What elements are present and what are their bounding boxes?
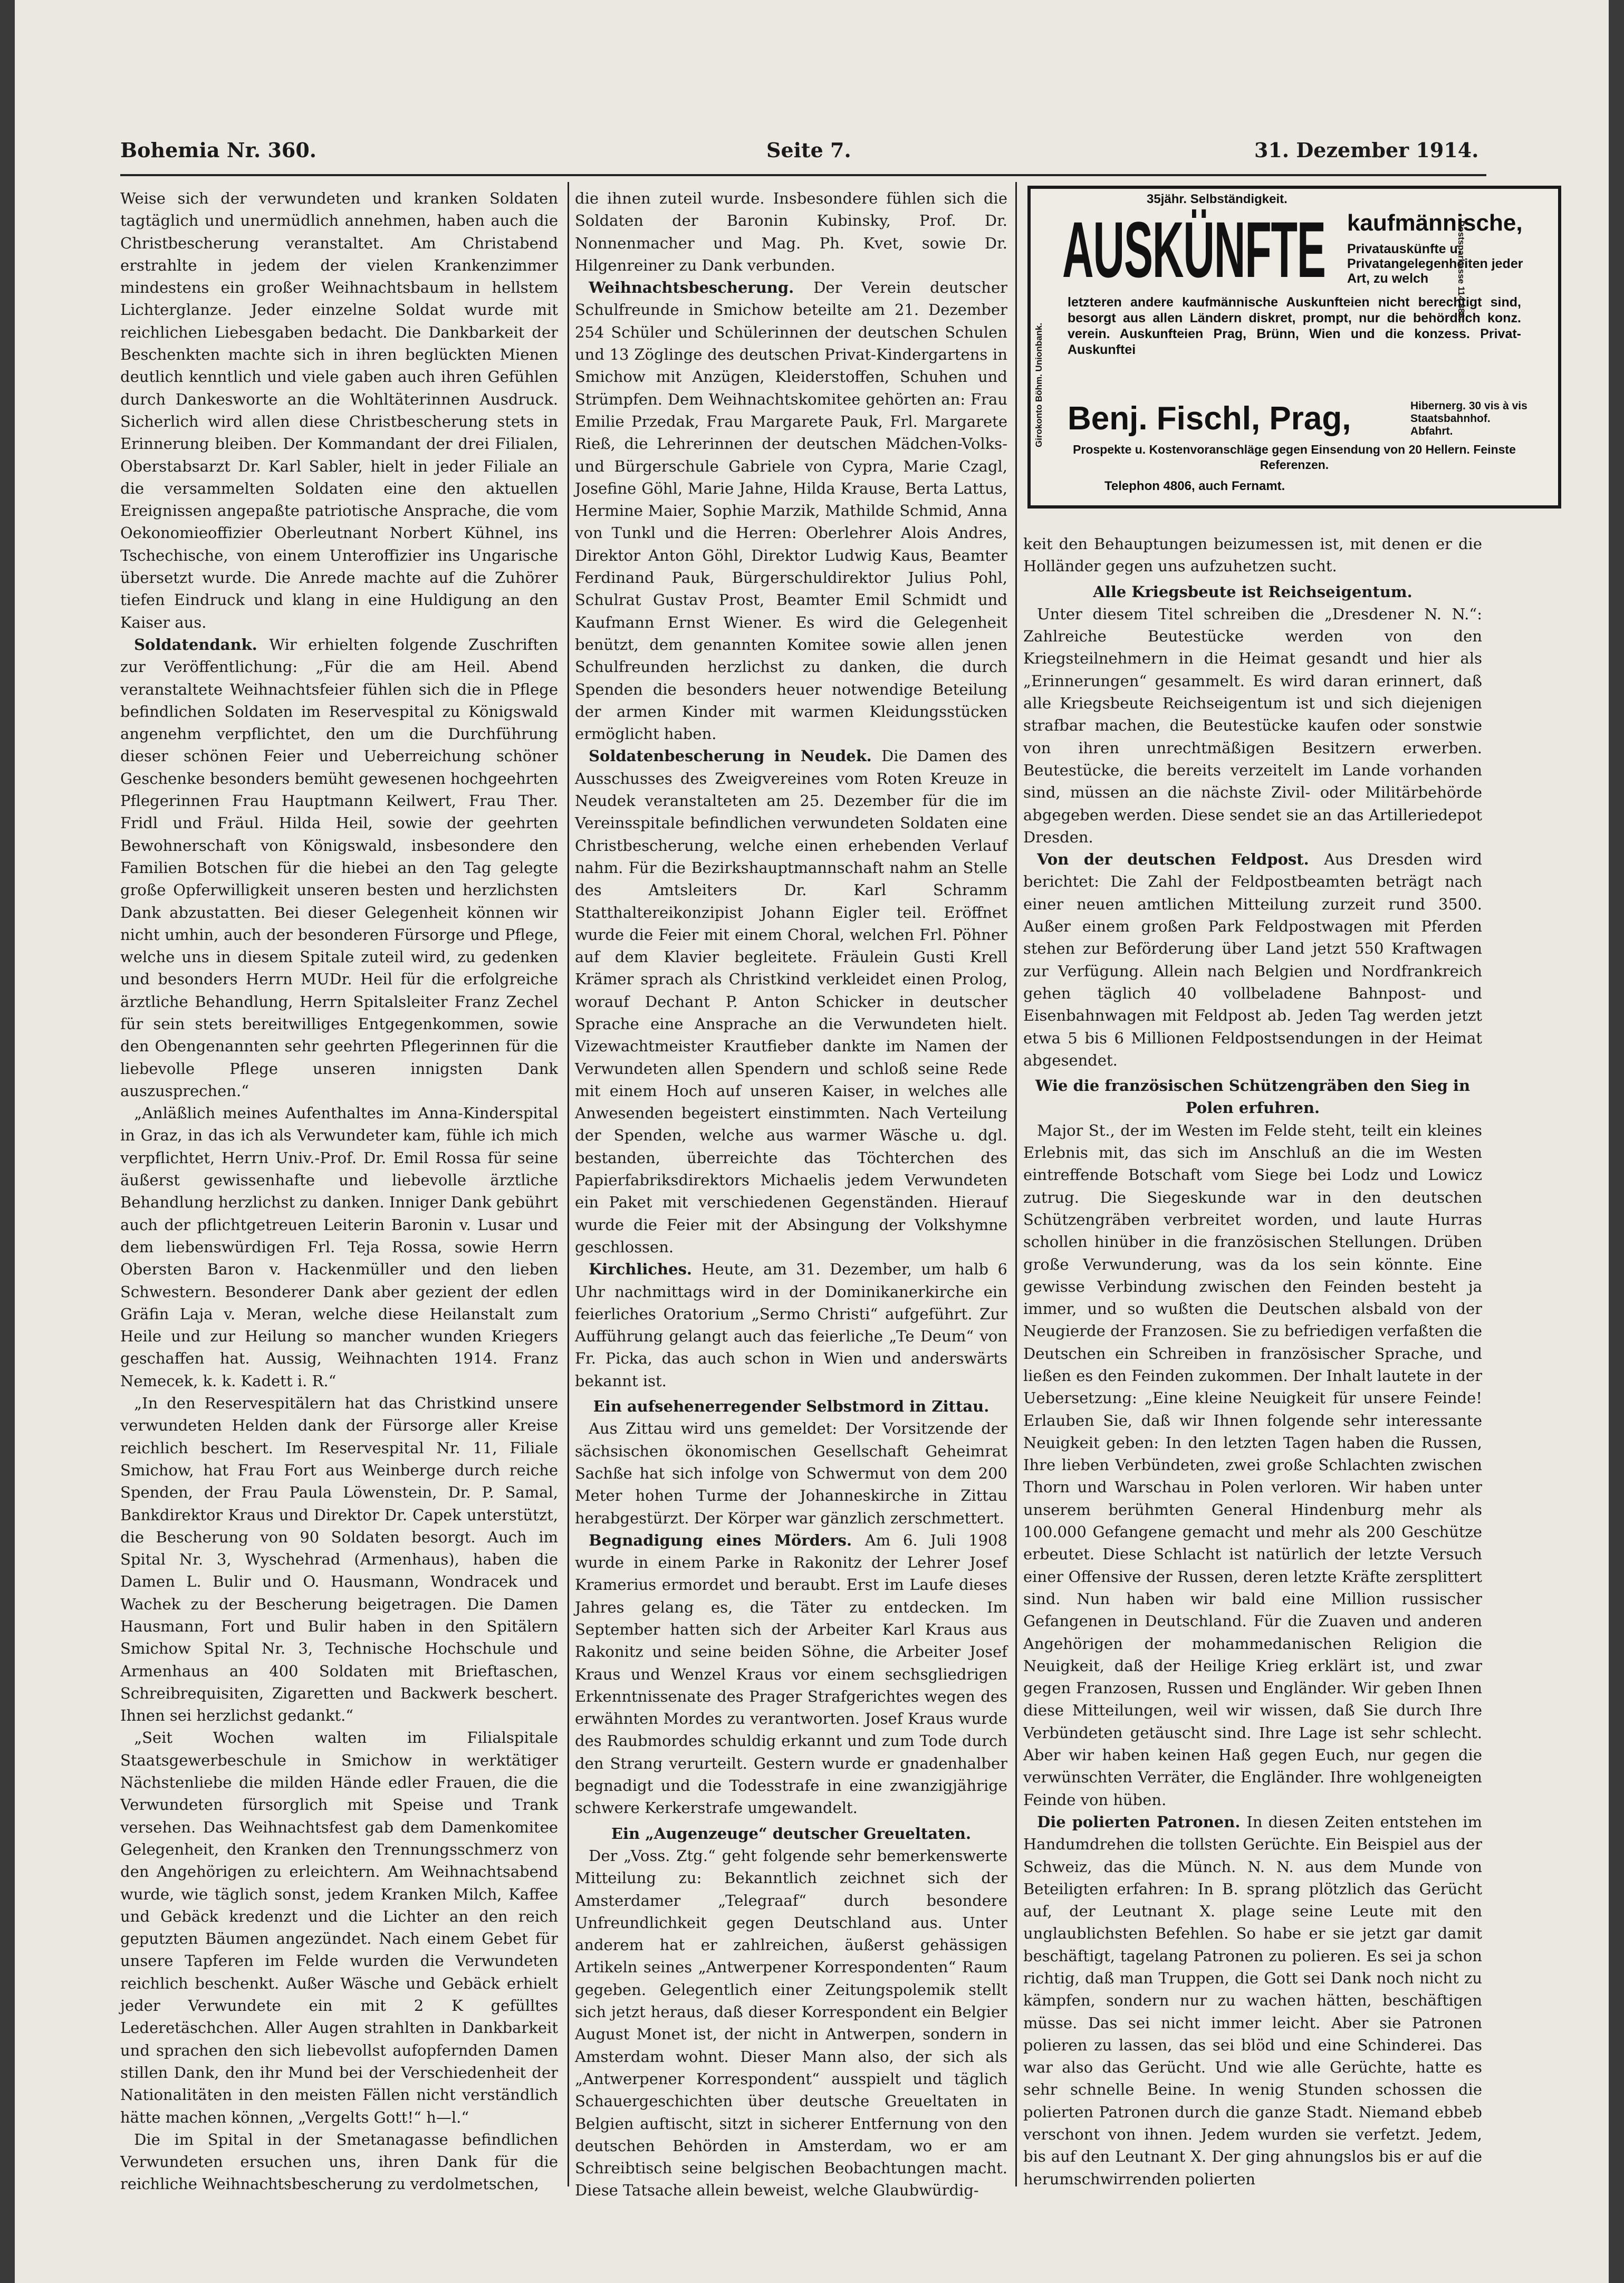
article-paragraph: Begnadigung eines Mörders. Am 6. Juli 1908 wurde in einem Parke in Rakonitz der Lehrer Josef Kramerius ermordet und beraubt. Erst im Laufe dieses Jahres gelang es, die Täter zu entdecken. Im September hatten sich der Arbeiter Karl Kraus aus Rakonitz und seine beiden Söhne, die Arbeiter Josef Kraus und Wenzel Kraus vor einem sechsgliedrigen Erkenntnissenate des Prager Strafgerichtes wegen des erwähnten Mordes zu verantworten. Josef Kraus wurde des Raubmordes schuldig erkannt und zum Tode durch den Strang verurteilt. Gestern wurde er gnadenhalber begnadigt und die Todesstrafe in eine zwanzigjährige schwere Kerkerstrafe umgewandelt. [575,1531,1008,1817]
column-3 [1023,533,1482,2189]
ad-side-left: Girokonto Böhm. Unionbank. [1034,322,1044,447]
newspaper-page [15,0,1609,2283]
article-paragraph: Der „Voss. Ztg.“ geht folgende sehr bemerkenswerte Mitteilung zu: Bekanntlich zeichnet sich der Amsterdamer „Telegraaf“ durch besondere Unfreundlichkeit gegen Deutschland aus. Unter anderem hat er zahlreichen, äußerst gehässigen Artikeln seines „Antwerpener Korrespondenten“ Raum gegeben. Gelegentlich einer Zeitungspolemik stellt sich jetzt heraus, daß dieser Korrespondent ein Belgier August Monet ist, der nicht in Antwerpen, sondern in Amsterdam wohnt. Dieser Mann also, der sich als „Antwerpener Korrespondent“ ausspielt und täglich Schauergeschichten über deutsche Greueltaten in Belgien auftischt, sitzt in sicherer Entfernung von den deutschen Behörden in Amsterdam, wo er am Schreibtisch seine belgischen Beobachtungen macht. Diese Tatsache allein beweist, welche Glaubwürdig- [575,1846,1007,2200]
article-paragraph: Unter diesem Titel schreiben die „Dresdener N. N.“: Zahlreiche Beutestücke werden von den Kriegsteilnehmern in die Heimat gesandt und hier als „Erinnerungen“ gesammelt. Es wird daran erinnert, daß alle Kriegsbeute Reichseigentum ist und sich diejenigen strafbar machen, die Beutestücke kaufen oder sonstwie von ihren unrechtmäßigen Besitzern erwerben. Beutestücke, die bereits verzeitelt im Lande vorhanden sind, müssen an die nächste Zivil- oder Militärbehörde abgegeben werden. Diese sendet sie an das Artilleriedepot Dresden. [1023,605,1482,846]
article-paragraph: Von der deutschen Feldpost. Aus Dresden wird berichtet: Die Zahl der Feldpostbeamten beträgt nach einer neuen amtlichen Mitteilung zurzeit rund 3500. Außer einem großen Park Feldpostwagen mit Pferden stehen zur Beförderung über Land jetzt 550 Kraftwagen zur Verfügung. Allein nach Belgien und Nordfrankreich gehen täglich 40 vollbeladene Bahnpost- und Eisenbahnwagen mit Feldpost ab. Jeden Tag werden jetzt etwa 5 bis 6 Millionen Feldpostsendungen in der Heimat abgesendet. [1023,850,1482,1069]
article-paragraph: keit den Behauptungen beizumessen ist, mit denen er die Holländer gegen uns aufzuhetzen sucht. [1023,535,1482,575]
article-paragraph: die ihnen zuteil wurde. Insbesondere fühlen sich die Soldaten der Baronin Kubinsky, Prof. Dr. Nonnenmacher und Mag. Ph. Kvet, sowie Dr. Hilgenreiner zu Dank verbunden. [575,189,1007,274]
ad-telephone: Telephon 4806, auch Fernamt. [1104,479,1285,493]
article-run-in-heading: Kirchliches. [589,1260,702,1279]
article-heading: Alle Kriegsbeute ist Reichseigentum. [1093,582,1412,601]
ad-top-line: 35jähr. Selbständigkeit. [1147,192,1287,206]
ad-side-right: Postsparkasse 114.886. [1456,220,1467,321]
article-heading: Ein aufsehenerregender Selbstmord in Zittau. [593,1397,989,1416]
article-run-in-heading: Soldatenbescherung in Neudek. [589,747,882,765]
ad-subtitle: kaufmännische, [1347,210,1523,236]
page-header [120,138,1492,170]
column-divider-1 [568,182,569,2186]
ad-big-word: AUSKÜNFTE [1062,205,1325,294]
ad-address: Hibernerg. 30 vis à vis Staatsbahnhof. Abfahrt. [1410,400,1527,437]
ad-sub-lines: Privatauskünfte u. Privatangelegenheiten jeder Art, zu welch [1347,242,1523,286]
article-paragraph: Weise sich der verwundeten und kranken Soldaten tagtäglich und unermüdlich annehmen, haben auch die Christbescherung veranstaltet. Am Christabend erstrahlte in jedem der vielen Krankenzimmer mindestens ein großer Weihnachtsbaum in hellstem Lichterglanze. Jeder einzelne Soldat wurde mit reichlichen Liebesgaben bedacht. Die Dankbarkeit der Beschenkten machte sich in ihren beglückten Mienen deutlich kenntlich und viele gaben auch ihren Gefühlen durch Dankesworte an die Wohltäterinnen Ausdruck. Sicherlich wird allen diese Christbescherung stets in Erinnerung bleiben. Der Kommandant der drei Filialen, Oberstabsarzt Dr. Karl Sabler, hielt in jeder Filiale an die versammelten Soldaten eine den aktuellen Ereignissen angepaßte patriotische Ansprache, die vom Oekonomieoffizier Oberleutnant Norbert Kühnel, ins Tschechische, von einem Unteroffizier ins Ungarische übersetzt wurde. Die Anrede machte auf die Zuhörer tiefen Eindruck und klang in eine Huldigung an den Kaiser aus. [120,189,558,631]
ad-company-name: Benj. Fischl, Prag, [1068,400,1351,437]
article-paragraph: Aus Zittau wird uns gemeldet: Der Vorsitzende der sächsischen ökonomischen Gesellschaft Geheimrat Sachße hat sich infolge von Schwermut von dem 200 Meter hohen Turme der Johanneskirche in Zittau herabgestürzt. Der Körper war gänzlich zerschmettert. [575,1419,1007,1527]
article-run-in-heading: Von der deutschen Feldpost. [1037,850,1324,869]
column-divider-2 [1015,182,1017,2186]
article-paragraph: Die polierten Patronen. In diesen Zeiten entstehen im Handumdrehen die tollsten Gerüchte. Ein Beispiel aus der Schweiz, das die Münch. N. N. aus dem Munde von Beteiligten erfahren: In B. sprang plötzlich das Gerücht auf, der Leutnant X. plage seine Leute mit den unglaublichsten Befehlen. So habe er sie jetzt gar damit beschäftigt, tagelang Patronen zu polieren. Es sei ja schon richtig, daß man Truppen, die Gott sei Dank noch nicht zu kämpfen, sondern nur zu wachen hätten, beschäftigen müsse. Das sei nicht immer leicht. Aber sie Patronen polieren zu lassen, das sei blöd und eine Schinderei. Das war also das Gerücht. Und wie alle Gerüchte, hatte es sehr schnelle Beine. In wenig Stunden schossen die polierten Patronen durch die ganze Stadt. Niemand ebbeb verschont von ihnen. Jedem wurden sie verfetzt. Jedem, bis auf den Leutnant X. Der ging ahnungslos bis er auf die herumschwirrenden polierten [1023,1812,1482,2188]
ad-prospekte: Prospekte u. Kostenvoranschläge gegen Einsendung von 20 Hellern. Feinste Referenzen. [1073,443,1516,472]
article-paragraph: Weihnachtsbescherung. Der Verein deutscher Schulfreunde in Smichow beteilte am 21. Dezember 254 Schüler und Schülerinnen der deutschen Schulen und 13 Zöglinge des deutschen Privat-Kindergartens in Smichow mit Anzügen, Kleiderstoffen, Schuhen und Strümpfen. Dem Weihnachtskomitee gehörten an: Frau Emilie Przedak, Frau Margarete Pauk, Frl. Margarete Rieß, die Lehrerinnen der deutschen Mädchen-Volks- und Bürgerschule Gabriele von Cypra, Marie Czagl, Josefine Göhl, Marie Jahne, Hilda Krause, Berta Lattus, Hermine Maier, Sophie Marzik, Mathilde Schmid, Anna von Tunkl und die Herren: Oberlehrer Alois Andres, Direktor Anton Göhl, Direktor Ludwig Kaus, Beamter Ferdinand Pauk, Bürgerschuldirektor Julius Pohl, Schulrat Gustav Prost, Beamter Emil Schmidt und Kaufmann Ernst Wiener. Es wird die Gelegenheit benützt, dem genannten Komitee sowie allen jenen Schulfreunden herzlichst zu danken, die durch Spenden die besonders heuer notwendige Beteilung der armen Kinder mit warmen Kleidungsstücken ermöglicht haben. [575,279,1007,743]
ad-middle-text: letzteren andere kaufmännische Auskunfteien nicht berechtigt sind, besorgt aus allen Ländern diskret, prompt, nur die behördlich konz. verein. Auskunfteien Prag, Brünn, Wien und die konzess. Privat-Auskunftei [1068,295,1521,357]
article-run-in-heading: Weihnachtsbescherung. [589,279,814,297]
advertisement-auskuenfte [1027,186,1561,509]
article-paragraph: Kirchliches. Heute, am 31. Dezember, um halb 6 Uhr nachmittags wird in der Dominikanerkirche ein feierliches Oratorium „Sermo Christi“ aufgeführt. Zur Aufführung gelangt auch das feierliche „Te Deum“ von Fr. Picka, das auch schon in Wien und anderswärts bekannt ist. [575,1260,1007,1390]
article-heading: Wie die französischen Schützengräben den Sieg in Polen erfuhren. [1035,1077,1471,1117]
paper-name-and-issue: Bohemia Nr. 360. [120,138,317,162]
article-run-in-heading: Soldatendank. [134,635,270,654]
article-heading: Ein „Augenzeuge“ deutscher Greueltaten. [611,1824,972,1843]
column-2 [575,187,1008,2200]
article-paragraph: Die im Spital in der Smetanagasse befindlichen Verwundeten ersuchen uns, ihren Dank für die reichliche Weihnachtsbescherung zu verdolmetschen, [120,2130,558,2193]
article-paragraph: Soldatendank. Wir erhielten folgende Zuschriften zur Veröffentlichung: „Für die am Heil. Abend veranstaltete Weihnachtsfeier fühlen sich die in Pflege befindlichen Soldaten im Reservespital zu Königswald angenehm verpflichtet, den um die Durchführung dieser schönen Feier und Ueberreichung schöner Geschenke besonders bemüht gewesenen hochgeehrten Pflegerinnen Frau Hauptmann Keilwert, Frau Ther. Fridl und Fräul. Hilda Heil, sowie der geehrten Bewohnerschaft von Königswald, insbesondere den Familien Botschen für die hiebei an den Tag gelegte große Opferwilligkeit unseren besten und herzlichsten Dank abzustatten. Bei dieser Gelegenheit können wir nicht umhin, auch der besonderen Fürsorge und Pflege, welche uns in diesem Spitale zuteil wird, zu gedenken und besonders Herrn MUDr. Heil für die erfolgreiche ärztliche Behandlung, Herrn Spitalsleiter Franz Zechel für sein stets bereitwilliges Entgegenkommen, sowie den Obengenannten sehr geehrten Pflegerinnen für die liebevolle Pflege unseren innigsten Dank auszusprechen.“ [120,635,558,1100]
article-paragraph: „In den Reservespitälern hat das Christkind unsere verwundeten Helden dank der Fürsorge aller Kreise reichlich beschert. Im Reservespital Nr. 11, Filiale Smichow, hat Frau Fort aus Weinberge durch reiche Spenden, der Frau Paula Löwenstein, Dr. P. Samal, Bankdirektor Kraus und Direktor Dr. Capek unterstützt, die Bescherung von 90 Soldaten besorgt. Auch im Spital Nr. 3, Wyschehrad (Armenhaus), haben die Damen L. Bulir und O. Hausmann, Wondracek und Wachek zu der Bescherung beigetragen. Die Damen Hausmann, Fort und Bulir haben in den Spitälern Smichow Spital Nr. 3, Technische Hochschule und Armenhaus an 400 Soldaten mit Brieftaschen, Schreibrequisiten, Zigaretten und Backwerk beschert. Ihnen sei herzlichst gedankt.“ [120,1394,558,1725]
article-paragraph: Major St., der im Westen im Felde steht, teilt ein kleines Erlebnis mit, das sich im Anschluß an die im Westen eintreffende Botschaft vom Siege bei Lodz und Lowicz zutrug. Die Siegeskunde war in den deutschen Schützengräben verbreitet worden, und laute Hurras schollen hinüber in die französischen Stellungen. Drüben große Verwunderung, was da los sein könnte. Eine gewisse Verbindung zwischen den Feinden besteht ja immer, und so wußten die Deutschen alsbald von der Neugierde der Franzosen. Sie zu befriedigen verfaßten die Deutschen ein Schreiben in französischer Sprache, und ließen es den Feinden zukommen. Der Inhalt lautete in der Uebersetzung: „Eine kleine Neuigkeit für unsere Feinde! Erlauben Sie, daß wir Ihnen folgende sehr interessante Neuigkeit geben: In den letzten Tagen haben die Russen, Ihre lieben Verbündeten, zwei große Schlachten zwischen Thorn und Warschau in Polen verloren. Wir haben unter unserem berühmten General Hindenburg mehr als 100.000 Gefangene gemacht und mehr als 200 Geschütze erbeutet. Diese Schlacht ist natürlich der letzte Versuch einer Offensive der Russen, deren letzte Kräfte zersplittert sind. Nun haben wir bald eine Million russischer Gefangenen in Deutschland. Für die Zuaven und anderen Angehörigen der mohammedanischen Religion die Neuigkeit, daß der Heilige Krieg erklärt ist, und zwar gegen Franzosen, Russen und Engländer. Wir geben Ihnen diese Mitteilungen, weil wir wissen, daß Sie durch Ihre Verbündeten getäuscht sind. Ihre Lage ist sehr schlecht. Aber wir haben keinen Haß gegen Euch, nur gegen die verwünschten Verräter, die Engländer. Ihre wohlgeneigten Feinde von hüben. [1023,1121,1482,1809]
article-paragraph: „Anläßlich meines Aufenthaltes im Anna-Kinderspital in Graz, in das ich als Verwundeter kam, fühle ich mich verpflichtet, Herrn Univ.-Prof. Dr. Emil Rossa für seine äußerst gewissenhafte und liebevolle ärztliche Behandlung herzlichst zu danken. Inniger Dank gebührt auch der pflichtgetreuen Leiterin Baronin v. Lusar und dem liebenswürdigen Frl. Teja Rossa, sowie Herrn Obersten Baron v. Hackenmüller und den lieben Schwestern. Besonderer Dank aber gezient der edlen Gräfin Laja v. Meran, welche diese Heilanstalt zum Heile und zur Heilung so mancher wunden Kriegers geschaffen hat. Aussig, Weihnachten 1914. Franz Nemecek, k. k. Kadett i. R.“ [120,1104,558,1390]
page-number: Seite 7. [766,138,851,162]
article-paragraph: „Seit Wochen walten im Filialspitale Staatsgewerbeschule in Smichow in werktätiger Nächstenliebe die milden Hände edler Frauen, die die Verwundeten fürsorglich mit Speise und Trank versehen. Das Weihnachtsfest gab dem Damenkomitee Gelegenheit, den Kranken den Trennungsschmerz von den Angehörigen zu erleichtern. Am Weihnachtsabend wurde, wie täglich sonst, jedem Kranken Milch, Kaffee und Gebäck kredenzt und die Lichter an den reich geputzten Bäumen angezündet. Nach einem Gebet für unsere Tapferen im Felde wurden die Verwundeten reichlich beschenkt. Außer Wäsche und Gebäck erhielt jeder Verwundete ein mit 2 K gefülltes Lederetäschchen. Aller Augen strahlten in Dankbarkeit und sprachen den sich liebevollst aufopfernden Damen stillen Dank, den ihr Mund bei der Verschiedenheit der Nationalitäten in den meisten Fällen nicht verständlich hätte machen können, „Vergelts Gott!“ h—l.“ [120,1729,558,2126]
article-run-in-heading: Die polierten Patronen. [1037,1812,1247,1831]
header-rule [120,174,1486,176]
issue-date: 31. Dezember 1914. [1254,138,1479,162]
article-paragraph: Soldatenbescherung in Neudek. Die Damen des Ausschusses des Zweigvereines vom Roten Kreuze in Neudek veranstalteten am 25. Dezember für die im Vereinsspitale befindlichen verwundeten Soldaten eine Christbescherung, welche einen erhebenden Verlauf nahm. Für die Bezirkshauptmannschaft nahm an Stelle des Amtsleiters Dr. Karl Schramm Statthaltereikonzipist Johann Eigler teil. Eröffnet wurde die Feier mit einem Choral, welchen Frl. Pöhner auf dem Klavier begleitete. Fräulein Gusti Krell Krämer sprach als Christkind verkleidet einen Prolog, worauf Dechant P. Anton Schicker in deutscher Sprache eine Ansprache an die Verwundeten hielt. Vizewachtmeister Krautfieber dankte im Namen der Verwundeten allen Spendern und schloß seine Rede mit einem Hoch auf unseren Kaiser, in welches alle Anwesenden begeistert einstimmten. Nach Verteilung der Spenden, welche aus warmer Wäsche u. dgl. bestanden, überreichte das Töchterchen des Papierfabriksdirektors Michaelis jedem Verwundeten ein Paket mit verschiedenen Gegenständen. Hierauf wurde die Feier mit der Absingung der Volkshymne geschlossen. [575,747,1007,1256]
article-run-in-heading: Begnadigung eines Mörders. [589,1531,865,1549]
column-1 [120,187,558,2193]
